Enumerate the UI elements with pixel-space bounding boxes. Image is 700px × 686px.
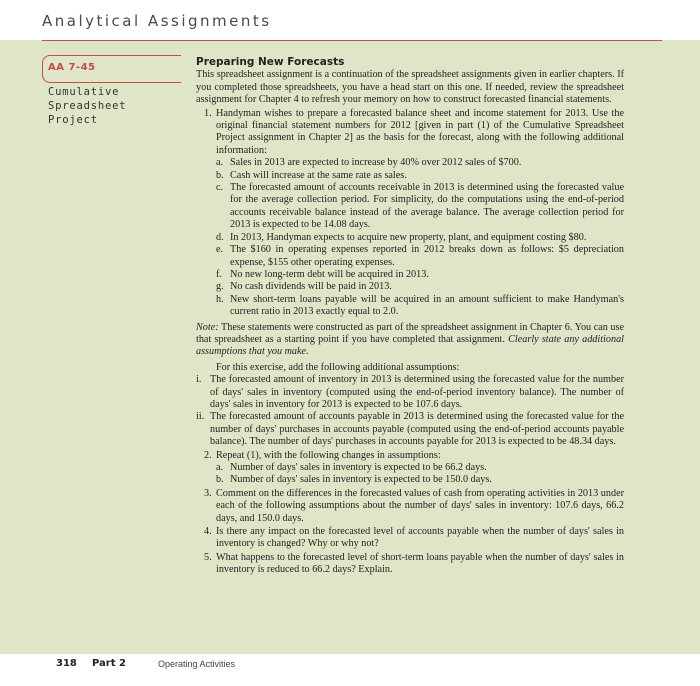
note-text: These statements were constructed as part of the spreadsheet assignment in Chapter 6. You can use that spreadsheet as a starting point if you have completed that assignment. <box>196 321 624 345</box>
question-number: 2. <box>204 449 212 461</box>
additional-assumption-list <box>196 374 624 448</box>
question-number: 1. <box>204 107 212 119</box>
question-text: Comment on the differences in the forecasted values of cash from operating activities in 2013 under each of the following assumptions about the number of days' sales in inventory: 107.6 days, 66.2 days, and 150.0 days. <box>216 487 624 524</box>
assumption-text: New short-term loans payable will be acquired in an amount sufficient to make Handyman's current ratio in 2013 exactly equal to 2.0. <box>230 293 624 318</box>
question-item <box>196 488 624 525</box>
question-text: Is there any impact on the forecasted level of accounts payable when the number of days' sales in inventory is changed? Why or why not? <box>216 526 624 550</box>
project-label <box>48 85 178 127</box>
question-item <box>196 552 624 577</box>
assumption-text: No new long-term debt will be acquired in 2013. <box>230 268 429 280</box>
intro-paragraph: This spreadsheet assignment is a continuation of the spreadsheet assignments given in earlier chapters. If you completed those spreadsheets, you have a head start on this one. If needed, review the spreadsheet assignment for Chapter 4 to refresh your memory on how to construct forecasted financial statements. <box>196 69 624 106</box>
assumption-letter: f. <box>216 268 222 280</box>
additional-assumption-item <box>196 374 624 411</box>
assumption-item <box>216 294 624 319</box>
assumption-letter: a. <box>216 157 224 169</box>
assumption-letter: b. <box>216 474 224 486</box>
assignment-number: AA 7-45 <box>48 62 96 73</box>
roman-numeral: i. <box>196 374 202 386</box>
assumption-letter: b. <box>216 169 224 181</box>
assumption-text: Cash will increase at the same rate as sales. <box>230 169 407 181</box>
assumption-list <box>216 157 624 318</box>
title-rule <box>42 40 662 41</box>
note-label: Note: <box>196 321 219 333</box>
page-number: 318 <box>56 658 77 669</box>
question-text: Handyman wishes to prepare a forecasted balance sheet and income statement for 2013. Use the original financial statement numbers for 2012 [given in part (1) of the Cumulative Spreadsheet Project assignment in Chapter 2] as the basis for the forecast, along with the following additional information: <box>216 107 624 156</box>
part-label: Part 2 <box>92 658 126 669</box>
assumption-letter: h. <box>216 293 224 305</box>
question-list <box>196 108 624 319</box>
project-label-line: Spreadsheet <box>48 100 127 112</box>
assumption-item <box>216 269 624 281</box>
assignment-heading: Preparing New Forecasts <box>196 56 345 68</box>
question-item <box>196 108 624 319</box>
assumption-letter: d. <box>216 231 224 243</box>
question-item <box>196 526 624 551</box>
project-label-line: Cumulative <box>48 86 120 98</box>
assumption-text: The $160 in operating expenses reported in 2012 breaks down as follows: $5 depreciation expense, $155 other operating expenses. <box>230 244 624 268</box>
assumption-text: Sales in 2013 are expected to increase by 40% over 2012 sales of $700. <box>230 157 522 169</box>
additional-assumption-text: The forecasted amount of accounts payable in 2013 is determined using the forecasted value for the number of days' purchases in accounts payable (computed using the end-of-period accounts payable balance). The number of days' purchases in accounts payable for 2013 is expected to be 48.34 days. <box>210 411 624 448</box>
question-number: 5. <box>204 551 212 563</box>
assumption-item <box>216 462 624 474</box>
assumption-letter: e. <box>216 244 224 256</box>
assumption-letter: a. <box>216 462 224 473</box>
assumption-text: The forecasted amount of accounts receivable in 2013 is determined using the forecasted value for the average collection period. For simplicity, do the computations using the end-of-period accounts receivable balance instead of the average balance. The average collection period for 2013 is expected to be 14.08 days. <box>230 182 624 231</box>
section-title: Analytical Assignments <box>42 12 272 30</box>
assumption-item <box>216 170 624 182</box>
assumption-item <box>216 157 624 169</box>
assumption-item <box>216 244 624 269</box>
note-emphasis: Clearly state any additional assumptions that you make. <box>196 333 624 358</box>
question-item <box>196 450 624 487</box>
project-label-line: Project <box>48 114 98 126</box>
question-number: 4. <box>204 526 212 538</box>
question-text: Repeat (1), with the following changes in assumptions: <box>216 449 441 461</box>
assumption-letter: g. <box>216 281 224 293</box>
assumption-item <box>216 182 624 232</box>
assumption-item <box>216 281 624 293</box>
roman-numeral: ii. <box>196 411 205 423</box>
footer-title: Operating Activities <box>158 659 236 669</box>
assignment-content <box>196 56 624 577</box>
assumption-change-list <box>216 462 624 487</box>
additional-assumption-text: The forecasted amount of inventory in 2013 is determined using the forecasted value for the number of days' sales in inventory (computed using the end-of-period inventory balance). The number of days' sales in inventory for 2013 is expected to be 107.6 days. <box>210 374 624 410</box>
additional-assumption-item <box>196 411 624 448</box>
additional-assumptions-intro: For this exercise, add the following additional assumptions: <box>216 361 460 373</box>
assumption-item <box>216 232 624 244</box>
assumption-item <box>216 474 624 486</box>
assumption-text: Number of days' sales in inventory is expected to be 150.0 days. <box>230 474 492 486</box>
note-paragraph <box>196 322 624 359</box>
assumption-text: Number of days' sales in inventory is expected to be 66.2 days. <box>230 462 487 473</box>
question-list-continued <box>196 450 624 577</box>
assumption-text: In 2013, Handyman expects to acquire new property, plant, and equipment costing $80. <box>230 231 587 243</box>
question-text: What happens to the forecasted level of short-term loans payable when the number of days' sales in inventory is reduced to 66.2 days? Explain. <box>216 551 624 576</box>
question-number: 3. <box>204 487 212 499</box>
assumption-text: No cash dividends will be paid in 2013. <box>230 281 392 293</box>
assumption-letter: c. <box>216 182 224 194</box>
